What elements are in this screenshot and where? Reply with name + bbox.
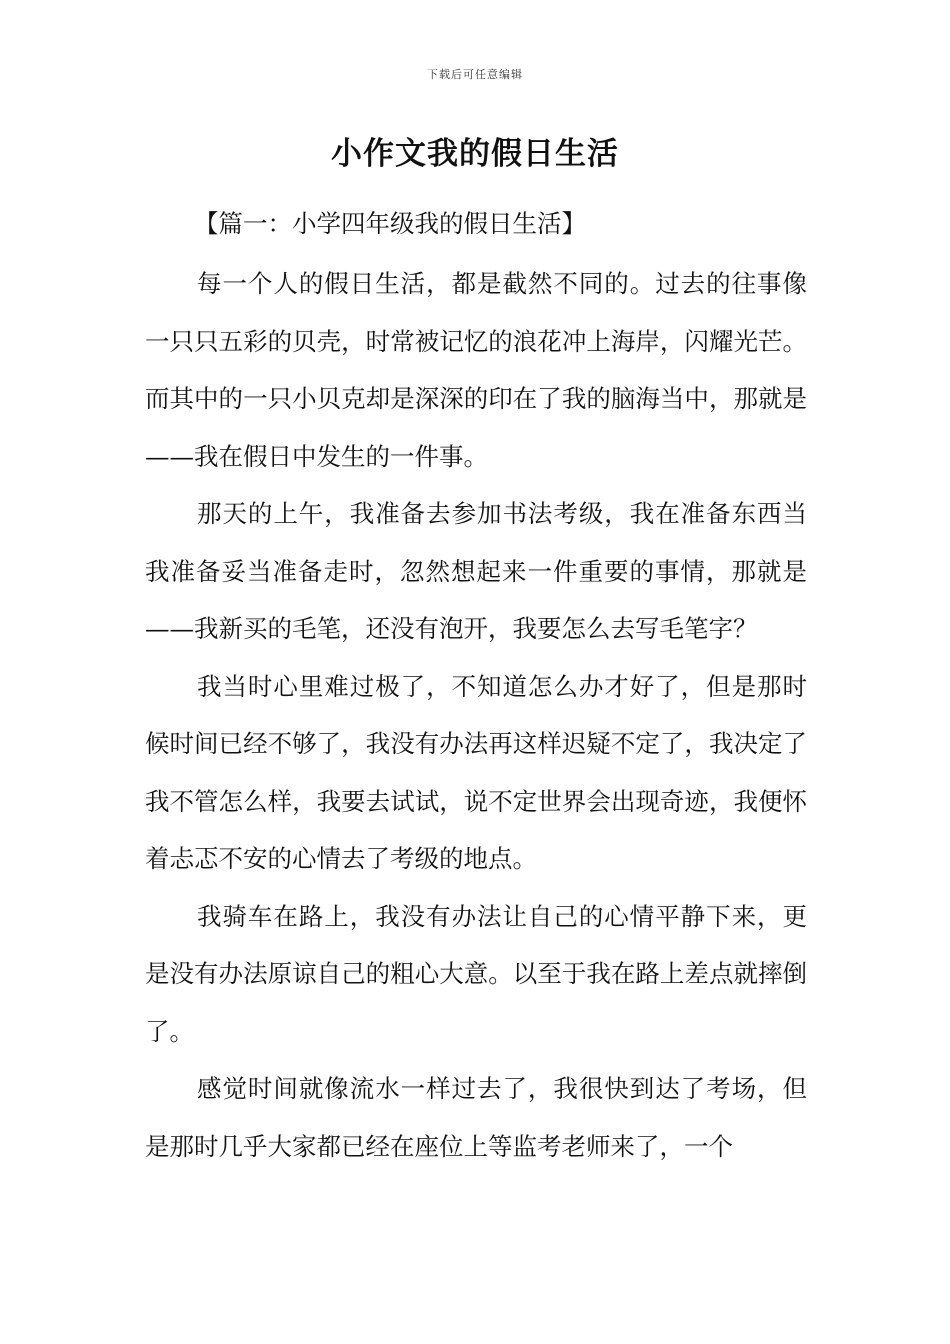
paragraph-3: 我当时心里难过极了，不知道怎么办才好了，但是那时候时间已经不够了，我没有办法再这样迟疑不定了，我决定了我不管怎么样，我要去试试，说不定世界会出现奇迹，我便怀着忐忑不安的心情去了考级的地点。 xyxy=(145,671,807,873)
header-note: 下载后可任意编辑 xyxy=(427,68,523,81)
paragraph-2: 那天的上午，我准备去参加书法考级，我在准备东西当我准备妥当准备走时，忽然想起来一件重要的事情，那就是——我新买的毛笔，还没有泡开，我要怎么去写毛笔字？ xyxy=(145,499,807,643)
section-heading: 【篇一：小学四年级我的假日生活】 xyxy=(194,209,586,238)
paragraph-1: 每一个人的假日生活，都是截然不同的。过去的往事像一只只五彩的贝壳，时常被记忆的浪花冲上海岸，闪耀光芒。而其中的一只小贝克却是深深的印在了我的脑海当中，那就是——我在假日中发生的一件事。 xyxy=(145,269,807,471)
paragraph-4: 我骑车在路上，我没有办法让自己的心情平静下来，更是没有办法原谅自己的粗心大意。以至于我在路上差点就摔倒了。 xyxy=(145,901,807,1046)
document-body xyxy=(145,203,807,1175)
paragraph-5: 感觉时间就像流水一样过去了，我很快到达了考场，但是那时几乎大家都已经在座位上等监考老师来了，一个 xyxy=(145,1074,807,1161)
document-title: 小作文我的假日生活 xyxy=(331,136,619,172)
